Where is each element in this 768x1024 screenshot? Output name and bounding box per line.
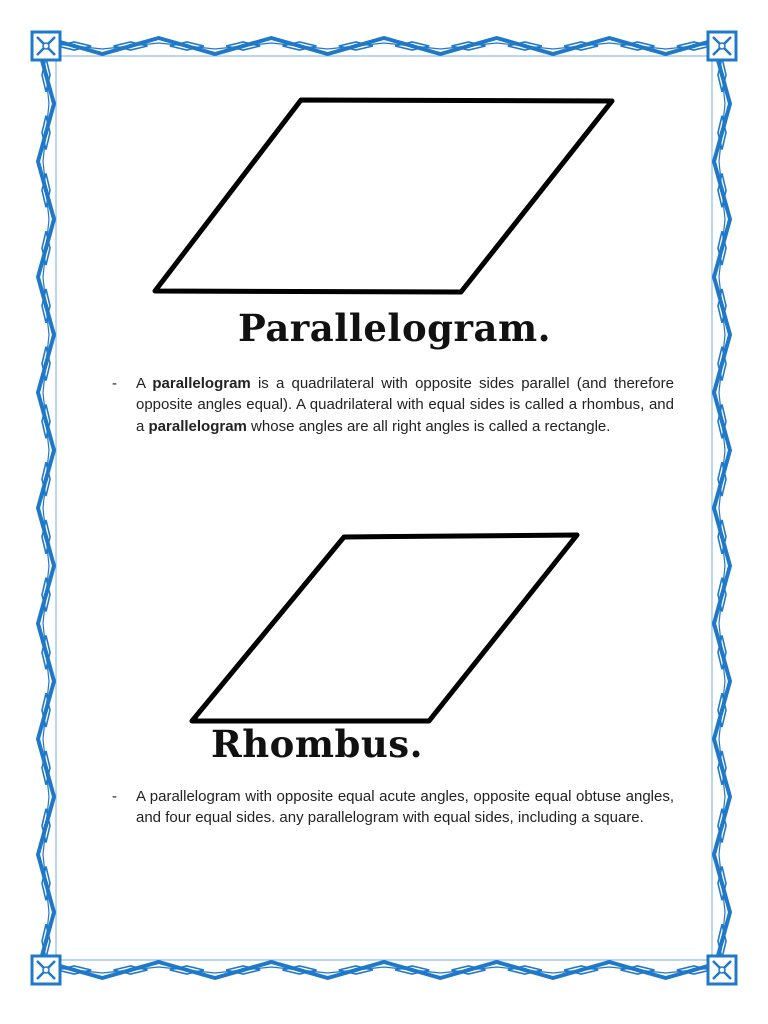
definition-text <box>136 373 674 437</box>
bold-term: parallelogram <box>148 417 247 435</box>
parallelogram-title: Parallelogram. <box>238 306 552 350</box>
bullet-dash: - <box>112 788 117 805</box>
text-run: A parallelogram with opposite equal acute angles, opposite equal obtuse angles, and four equal sides. any parallelogram with equal sides, including a square. <box>136 788 674 827</box>
definition-text <box>136 786 674 829</box>
rhombus-title: Rhombus. <box>211 722 423 766</box>
bullet-dash: - <box>112 375 117 392</box>
text-run: whose angles are all right angles is called a rectangle. <box>246 417 611 435</box>
text-run: A <box>136 375 153 392</box>
rhombus-definition <box>112 786 674 829</box>
parallelogram-figure <box>140 88 630 303</box>
parallelogram-definition <box>112 373 674 437</box>
text-run: is a quadrilateral with opposite sides parallel (and therefore opposite angles equal). A quadrilateral with equal sides is called a rhombus, and a <box>136 375 674 435</box>
bold-term: parallelogram <box>152 375 251 392</box>
rhombus-figure <box>180 525 590 735</box>
